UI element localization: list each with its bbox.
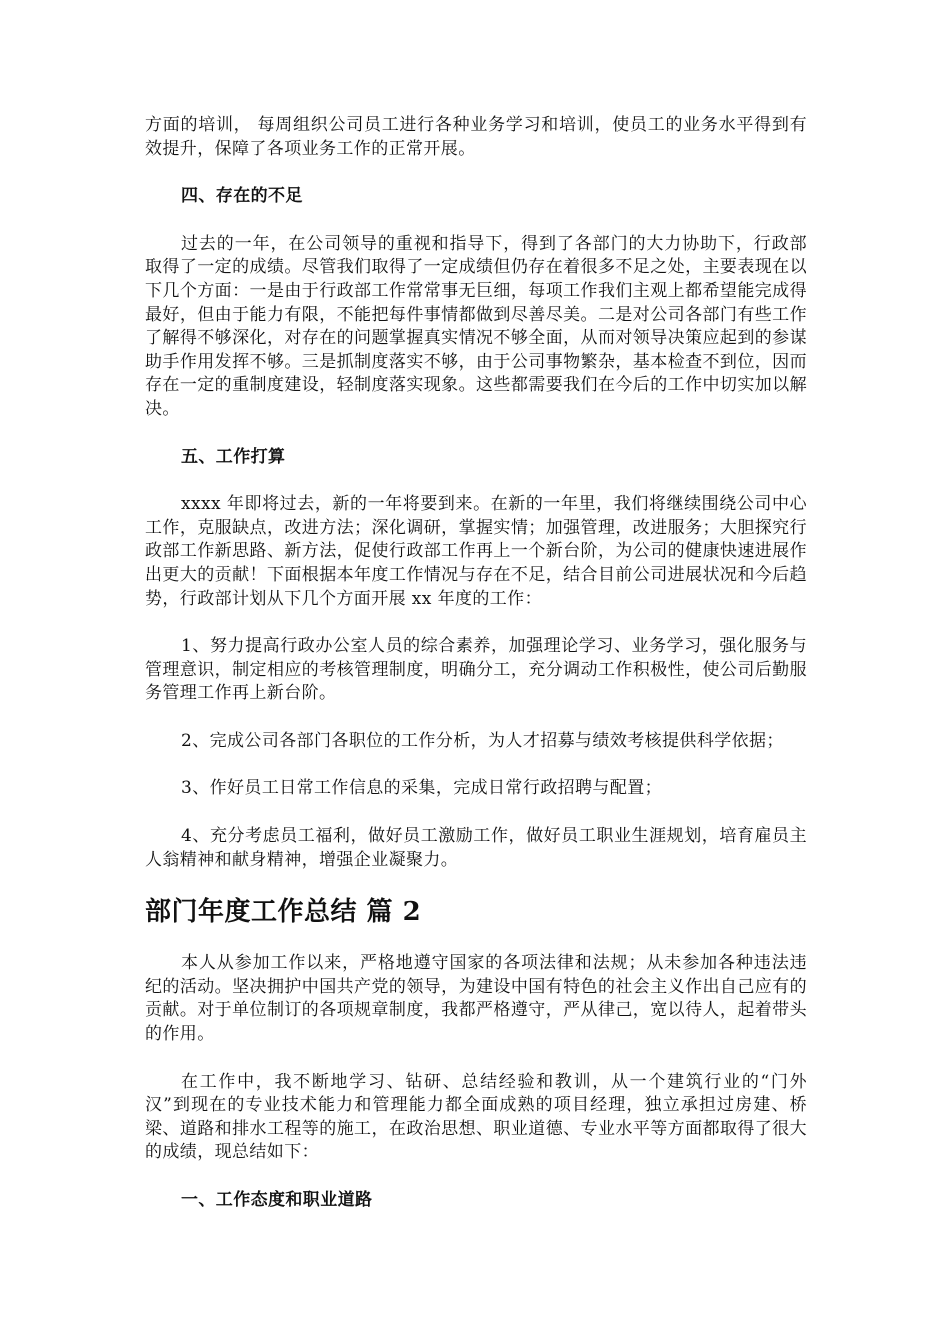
plan-item-3: 3、作好员工日常工作信息的采集，完成日常行政招聘与配置； [181,778,663,799]
section-heading-plans: 五、工作打算 [181,446,286,467]
paragraph-shortcomings: 过去的一年，在公司领导的重视和指导下，得到了各部门的大力协助下，行政部取得了一定的成绩。尽管我们取得了一定成绩但仍存在着很多不足之处，主要表现在以下几个方面：一是由于行政部工作常常事无巨细，每项工作我们主观上都希望能完成得最好，但由于能力有限，不能把每件事情都做到尽善尽美。二是对公司各部门有些工作了解得不够深化，对存在的问题掌握真实情况不够全面，从而对领导决策应起到的参谋助手作用发挥不够。三是抓制度落实不够，由于公司事物繁杂，基本检查不到位，因而存在一定的重制度建设，轻制度落实现象。这些都需要我们在今后的工作中切实加以解决。 [145,233,807,419]
paragraph-discipline: 本人从参加工作以来，严格地遵守国家的各项法律和法规；从未参加各种违法违纪的活动。坚决拥护中国共产党的领导，为建设中国有特色的社会主义作出自己应有的贡献。对于单位制订的各项规章制度，我都严格遵守，严从律己，宽以待人，起着带头的作用。 [145,953,807,1045]
plan-item-4: 4、充分考虑员工福利，做好员工激励工作，做好员工职业生涯规划，培育雇员主人翁精神和献身精神，增强企业凝聚力。 [145,826,807,870]
paragraph-training: 方面的培训， 每周组织公司员工进行各种业务学习和培训，使员工的业务水平得到有效提升，保障了各项业务工作的正常开展。 [145,115,807,159]
plan-item-2: 2、完成公司各部门各职位的工作分析，为人才招募与绩效考核提供科学依据； [181,730,784,751]
section-heading-shortcomings: 四、存在的不足 [181,186,303,207]
article-title: 部门年度工作总结 篇 2 [145,897,422,928]
section-heading-attitude: 一、工作态度和职业道路 [181,1190,373,1210]
paragraph-plans: xxxx 年即将过去，新的一年将要到来。在新的一年里，我们将继续围绕公司中心工作，克服缺点，改进方法；深化调研，掌握实情；加强管理，改进服务；大胆探究行政部工作新思路、新方法，促使行政部工作再上一个新台阶，为公司的健康快速进展作出更大的贡献！下面根据本年度工作情况与存在不足，结合目前公司进展状况和今后趋势，行政部计划从下几个方面开展 xx 年度的工作： [145,494,807,609]
plan-item-1: 1、努力提高行政办公室人员的综合素养，加强理论学习、业务学习，强化服务与管理意识，制定相应的考核管理制度，明确分工，充分调动工作积极性，使公司后勤服务管理工作再上新台阶。 [145,636,807,704]
paragraph-growth: 在工作中，我不断地学习、钻研、总结经验和教训，从一个建筑行业的“门外汉”到现在的专业技术能力和管理能力都全面成熟的项目经理，独立承担过房建、桥梁、道路和排水工程等的施工，在政治思想、职业道德、专业水平等方面都取得了很大的成绩，现总结如下： [145,1071,807,1163]
document-page [145,114,807,1237]
